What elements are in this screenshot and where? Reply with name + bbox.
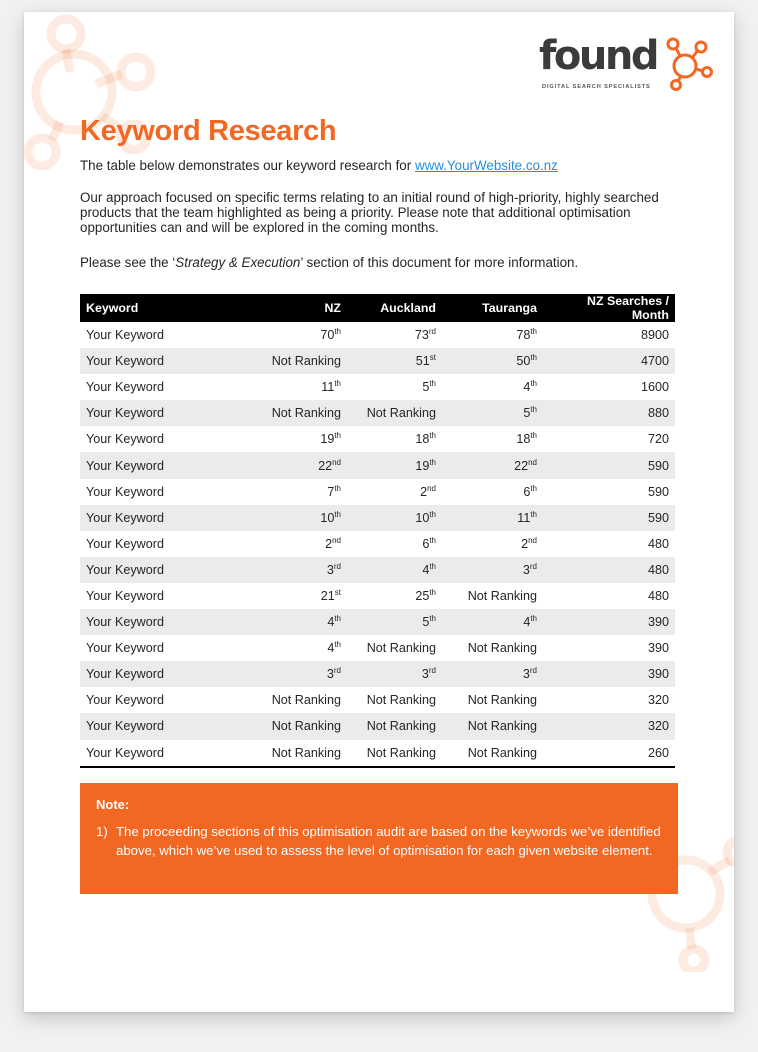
page-title: Keyword Research	[80, 115, 337, 147]
note-item-number: 1)	[96, 824, 108, 839]
cell-auckland-rank: Not Ranking	[347, 400, 442, 426]
cell-keyword: Your Keyword	[80, 740, 212, 767]
cell-monthly-searches: 590	[543, 452, 675, 478]
cell-tauranga-rank: 50th	[442, 348, 543, 374]
cell-keyword: Your Keyword	[86, 641, 164, 656]
cell-nz-rank: 10th	[212, 505, 347, 531]
intro-paragraph	[80, 158, 690, 173]
cell-nz-rank: 22nd	[212, 452, 347, 478]
cell-tauranga-rank: 4th	[523, 379, 537, 395]
found-logo-icon	[657, 36, 717, 94]
column-header-keyword: Keyword	[80, 294, 212, 322]
table-row	[80, 740, 675, 767]
cell-keyword: Your Keyword	[80, 400, 212, 426]
cell-tauranga-rank: Not Ranking	[442, 713, 543, 739]
cell-auckland-rank: 5th	[347, 609, 442, 635]
cell-nz-rank: 4th	[212, 609, 347, 635]
cell-monthly-searches: 480	[647, 588, 669, 603]
cell-auckland-rank: Not Ranking	[347, 713, 442, 739]
cell-auckland-rank: Not Ranking	[366, 641, 436, 656]
cell-keyword: Your Keyword	[80, 452, 212, 478]
cell-nz-rank: 21st	[320, 587, 341, 603]
table-row	[80, 609, 675, 635]
cell-nz-rank: 70th	[320, 327, 341, 343]
cell-auckland-rank: 25th	[415, 587, 436, 603]
table-row	[80, 661, 675, 687]
approach-paragraph: Our approach focused on specific terms relating to an initial round of high-priority, highly searched products that the team highlighted as being a priority. Please note that additional optimisation opportunities can and will be explored in the coming months.	[80, 190, 659, 235]
column-header-auckland: Auckland	[347, 294, 442, 322]
intro-text: The table below demonstrates our keyword research for	[80, 158, 415, 173]
logo-wordmark: found	[539, 33, 657, 79]
table-row	[80, 583, 675, 609]
cell-nz-rank: 2nd	[325, 535, 341, 551]
found-logo	[539, 33, 719, 104]
cell-auckland-rank: 6th	[422, 535, 436, 551]
table-row	[80, 505, 675, 531]
table-row	[80, 531, 675, 557]
cell-monthly-searches: 1600	[640, 380, 669, 395]
cell-monthly-searches: 880	[543, 400, 675, 426]
cell-auckland-rank: 10th	[347, 505, 442, 531]
cell-auckland-rank: Not Ranking	[366, 693, 436, 708]
cell-keyword: Your Keyword	[86, 693, 164, 708]
cell-tauranga-rank: Not Ranking	[467, 588, 537, 603]
table-row	[80, 713, 675, 739]
column-header-nz: NZ	[212, 294, 347, 322]
cell-nz-rank: 3rd	[212, 557, 347, 583]
see-more-emphasis: Strategy & Execution	[175, 255, 301, 270]
table-row	[80, 374, 675, 400]
cell-tauranga-rank: 3rd	[442, 661, 543, 687]
table-row	[80, 479, 675, 505]
keyword-table-body	[80, 322, 675, 767]
cell-tauranga-rank: 22nd	[442, 452, 543, 478]
column-header-tauranga: Tauranga	[442, 294, 543, 322]
cell-monthly-searches: 480	[543, 557, 675, 583]
table-row	[80, 557, 675, 583]
cell-keyword: Your Keyword	[80, 609, 212, 635]
cell-auckland-rank: 2nd	[420, 483, 436, 499]
table-row	[80, 635, 675, 661]
document-page	[24, 12, 734, 1012]
table-row	[80, 426, 675, 452]
cell-auckland-rank: 51st	[347, 348, 442, 374]
cell-monthly-searches: 320	[647, 693, 669, 708]
note-item-text: The proceeding sections of this optimisation audit are based on the keywords we’ve identified above, which we’ve used to assess the level of optimisation for each given website element.	[116, 824, 661, 858]
cell-tauranga-rank: 11th	[442, 505, 543, 531]
cell-tauranga-rank: 78th	[516, 327, 537, 343]
logo-tagline: DIGITAL SEARCH SPECIALISTS	[542, 84, 651, 90]
cell-tauranga-rank: 4th	[442, 609, 543, 635]
cell-monthly-searches: 390	[647, 641, 669, 656]
cell-monthly-searches: 390	[543, 661, 675, 687]
cell-auckland-rank: 5th	[422, 379, 436, 395]
cell-auckland-rank: 18th	[415, 431, 436, 447]
table-row	[80, 348, 675, 374]
cell-keyword: Your Keyword	[80, 713, 212, 739]
cell-tauranga-rank: 6th	[523, 483, 537, 499]
cell-monthly-searches: 8900	[640, 328, 669, 343]
cell-tauranga-rank: 3rd	[442, 557, 543, 583]
cell-auckland-rank: 73rd	[414, 327, 436, 343]
cell-nz-rank: Not Ranking	[212, 400, 347, 426]
table-header-row	[80, 294, 675, 322]
cell-tauranga-rank: Not Ranking	[467, 641, 537, 656]
cell-nz-rank: 19th	[320, 431, 341, 447]
cell-tauranga-rank: Not Ranking	[442, 740, 543, 767]
see-more-prefix: Please see the ‘	[80, 255, 176, 270]
cell-tauranga-rank: 5th	[442, 400, 543, 426]
cell-nz-rank: 11th	[321, 379, 341, 395]
note-box	[80, 783, 678, 894]
cell-nz-rank: Not Ranking	[212, 348, 347, 374]
cell-nz-rank: 7th	[327, 483, 341, 499]
cell-monthly-searches: 480	[647, 536, 669, 551]
website-link[interactable]: www.YourWebsite.co.nz	[414, 158, 558, 173]
cell-keyword: Your Keyword	[80, 557, 212, 583]
cell-monthly-searches: 390	[543, 609, 675, 635]
cell-nz-rank: Not Ranking	[212, 740, 347, 767]
table-row	[80, 400, 675, 426]
cell-keyword: Your Keyword	[86, 380, 164, 395]
cell-tauranga-rank: Not Ranking	[467, 693, 537, 708]
cell-monthly-searches: 320	[543, 713, 675, 739]
see-more-suffix: ’ section of this document for more information.	[300, 255, 579, 270]
table-row	[80, 322, 675, 348]
cell-nz-rank: Not Ranking	[271, 693, 341, 708]
cell-keyword: Your Keyword	[86, 328, 164, 343]
cell-keyword: Your Keyword	[80, 348, 212, 374]
cell-tauranga-rank: 18th	[516, 431, 537, 447]
cell-monthly-searches: 260	[543, 740, 675, 767]
cell-keyword: Your Keyword	[86, 536, 164, 551]
cell-auckland-rank: 4th	[347, 557, 442, 583]
note-item	[96, 822, 662, 860]
cell-monthly-searches: 4700	[543, 348, 675, 374]
cell-keyword: Your Keyword	[86, 432, 164, 447]
cell-monthly-searches: 590	[647, 484, 669, 499]
cell-nz-rank: 3rd	[212, 661, 347, 687]
table-row	[80, 687, 675, 713]
cell-nz-rank: Not Ranking	[212, 713, 347, 739]
note-title: Note:	[96, 797, 130, 812]
keyword-table-header	[80, 294, 675, 322]
cell-keyword: Your Keyword	[80, 661, 212, 687]
cell-monthly-searches: 720	[647, 432, 669, 447]
cell-nz-rank: 4th	[327, 640, 341, 656]
table-row	[80, 452, 675, 478]
cell-keyword: Your Keyword	[80, 505, 212, 531]
cell-auckland-rank: 19th	[347, 452, 442, 478]
cell-keyword: Your Keyword	[86, 588, 164, 603]
cell-keyword: Your Keyword	[86, 484, 164, 499]
see-more-paragraph	[80, 255, 690, 270]
cell-auckland-rank: Not Ranking	[347, 740, 442, 767]
cell-tauranga-rank: 2nd	[521, 535, 537, 551]
cell-monthly-searches: 590	[543, 505, 675, 531]
column-header-searches: NZ Searches / Month	[543, 294, 675, 322]
cell-auckland-rank: 3rd	[347, 661, 442, 687]
keyword-table	[80, 294, 675, 768]
